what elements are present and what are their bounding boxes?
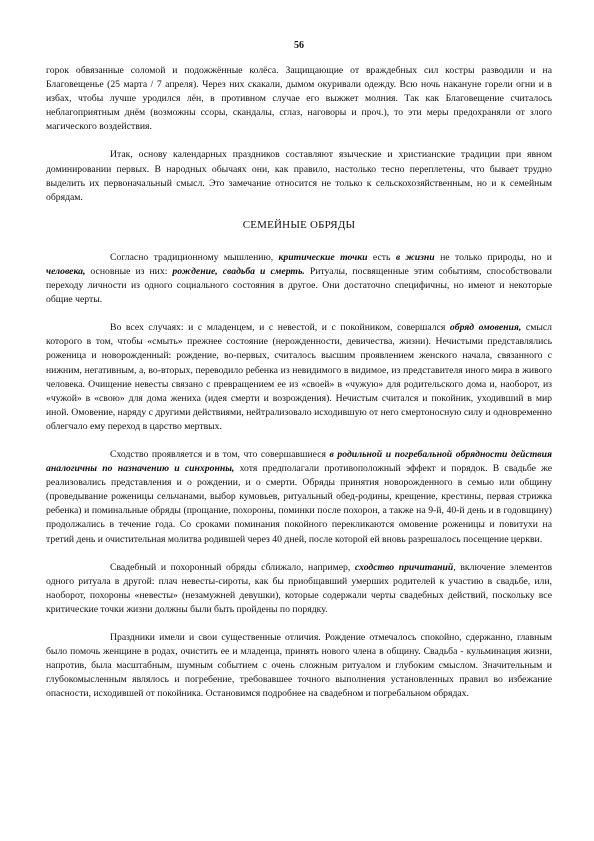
- text-run: Свадебный и похоронный обряды сближало, например,: [110, 561, 355, 573]
- text-run: Ритуалы, посвященные этим событиям, способствовали переходу личности из одного социального состояния в другое. Они достаточно специфичны, но имеют и некоторые общие черты.: [46, 265, 552, 306]
- text-run: смысл которого в том, чтобы «смыть» прежнее состояние (нерожденности, девичества, жизни). Нечистыми представлялись роженица и новорожденный: рождение, во-первых, считалось высшим проявлением женского начала, связанного с нижним, негативным, а, во-вторых, переводило ребенка из невидимого в видимое, из представителя иного мира в живого человека. Очищение невесты связано с превращением ее из «своей» в «чужую» для родительского дома и, наоборот, из «чужой» в «свою» для дома жениха (идея смерти и возрождения). Нечистым считался и покойник, уходивший в мир иной. Омовение, наряду с другими действиями, нейтрализовало исходившую от него смертоносную силу и одновременно облегчало ему переход в царство мертвых.: [46, 322, 552, 432]
- section-heading: СЕМЕЙНЫЕ ОБРЯДЫ: [242, 218, 356, 231]
- text-run: Во всех случаях: и с младенцем, и с невестой, и с покойником, совершался: [110, 322, 450, 334]
- text-run: Согласно традиционному мышлению,: [110, 251, 279, 263]
- text-run: основные из них:: [85, 265, 173, 277]
- paragraph-5: [46, 448, 552, 547]
- text-run: есть: [367, 251, 396, 263]
- emphasis-text: человека,: [46, 265, 86, 277]
- emphasis-text: в родильной и погребальной обрядности действия аналогичны по назначению и синхронны,: [46, 448, 552, 475]
- paragraph-3: [46, 251, 552, 307]
- paragraph-6: [46, 561, 552, 617]
- text-run: Сходство проявляется и в том, что совершавшиеся: [110, 448, 330, 460]
- paragraph-7: Праздники имели и свои существенные отличия. Рождение отмечалось спокойно, сдержанно, главным было помочь женщине в родах, очистить ее и младенца, принять нового члена в общину. Свадьба - кульминация жизни, напротив, была масштабным, шумным событием с очень сложным ритуалом и глубоким смыслом. Значительным и глубокомысленным являлось и погребение, требовавшее точного выполнения установленных правил во избежание опасности, исходившей от покойника. Остановимся подробнее на свадебном и погребальном обрядах.: [46, 632, 552, 700]
- emphasis-text: критические точки: [278, 251, 368, 263]
- paragraph-1: горок обвязанные соломой и подожжённые колёса. Защищающие от враждебных сил костры разводили и на Благовещенье (25 марта / 7 апреля). Через них скакали, дымом окуривали одежду. Всю ночь накануне горели огни и в избах, чтобы лучше уродился лён, в противном случае его выжжет молния. Так как Благовещение считалось неблагоприятным днём (возможны ссоры, скандалы, сглаз, наговоры и проч.), то эти меры предохраняли от злого магического воздействия.: [46, 65, 552, 133]
- page-number: 56: [294, 40, 304, 51]
- paragraph-4: [46, 321, 552, 434]
- text-run: , включение элементов одного ритуала в другой: плач невесты-сироты, как бы приобщавший умерших родителей к участию в свадьбе, или, наоборот, похороны «невесты» (незамужней девушки), которые содержали черты свадебных действий, поскольку все критические точки жизни должны были быть пройдены по порядку.: [46, 561, 553, 615]
- paragraph-2: Итак, основу календарных праздников составляют языческие и христианские традиции при явном доминировании первых. В народных обычаях они, как правило, настолько тесно переплетены, что бывает трудно выделить их первоначальный смысл. Это замечание относится не только к сельскохозяйственным, но и к семейным обрядам.: [46, 149, 552, 203]
- text-run: хотя предполагали противоположный эффект и порядок. В свадьбе же реализовались представления и о рождении, и о смерти. Обряды принятия новорожденного в семью или общину (проведывание роженицы сельчанами, выбор кумовьев, ритуальный обед-родины, крещение, крестины, первая стрижка ребенка) и поминальные обряды (прощание, похороны, поминки после похорон, а также на 9-й, 40-й день и в годовщину) продолжались в течение года. Со сроками поминания покойного перекликаются омовение роженицы и повитухи на третий день и очистительная молитва родившей через 40 дней, после которой ей вновь разрешалось посещение церкви.: [46, 463, 553, 545]
- text-run: не только природы, но и: [434, 251, 552, 263]
- emphasis-text: в жизни: [395, 251, 435, 263]
- emphasis-text: сходство причитаний: [354, 561, 454, 573]
- emphasis-text: рождение, свадьба и смерть.: [172, 265, 305, 277]
- emphasis-text: обряд омовения,: [449, 322, 522, 334]
